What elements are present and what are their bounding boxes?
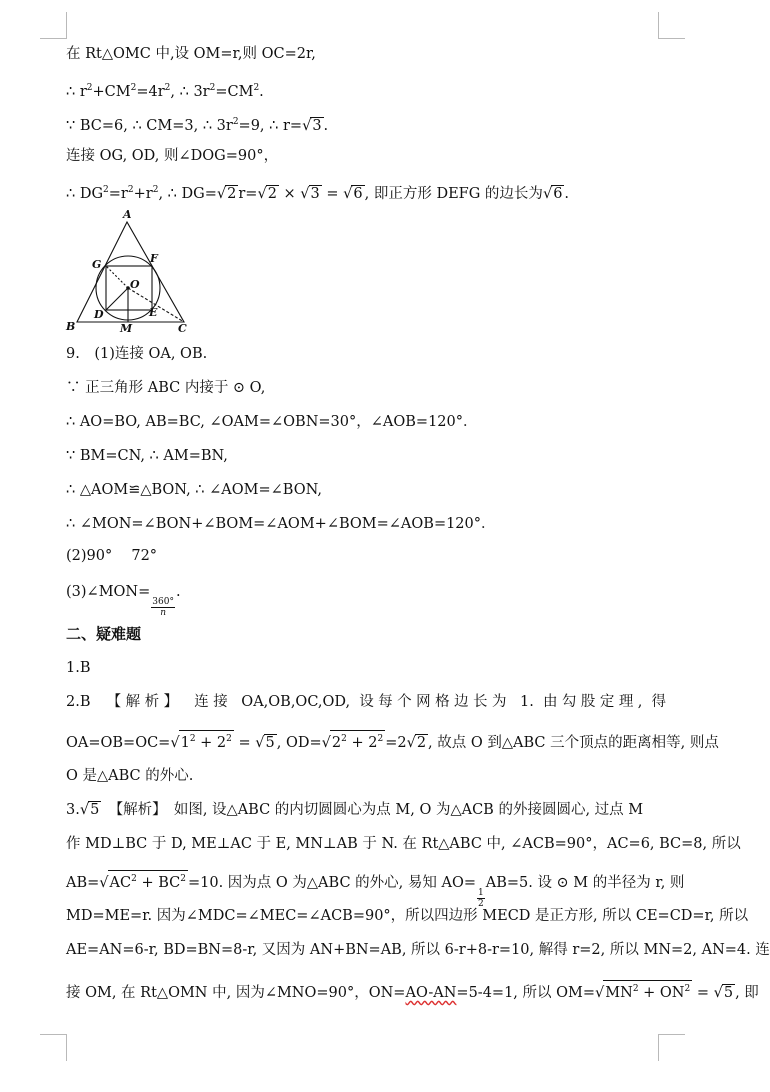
answer-line: 1.B [66,660,91,676]
answer-line: $OA=OB=OC=√1^2 + 2^2 = √5$ , $OD=√2^2 + 2^2 =2√2$ , 故点 O 到△ABC 三个顶点的距离相等, 则点 [66,730,666,753]
sqrt-expression: 5 [265,735,275,751]
answer-line: AE=AN=6-r, BD=BN=8-r, 又因为 AN+BN=AB, 所以 6-r+8-r=10, 解得 r=2, 所以 MN=2, AN=4. 连 [66,942,770,958]
geometry-figure [64,208,194,334]
sqrt-expression: $AC^2 + BC^2$ [108,870,188,891]
sqrt-expression: $1^2 + 2^2$ [179,730,234,751]
solution-line: ∴ $r^2+CM^2=4r^2$, ∴ $3r^2=CM^2$. [66,83,264,100]
solution-line: ∵ BM=CN, ∴ AM=BN, [66,448,228,464]
label-a: A [123,208,132,221]
sqrt-expression: 2 [416,735,427,751]
label-e: E [149,306,158,319]
page-corner-mark [658,12,685,39]
page-corner-mark [658,1034,685,1061]
sqrt-expression: 6 [553,186,563,202]
solution-line: ∴ $DG^2=r^2+r^2$, ∴ DG=√2 r=√2 × √3 = √6 , 即正方形 DEFG 的边长为√6 . [66,185,570,202]
label-o: O [130,278,140,291]
segment-og [106,266,128,288]
label-m: M [120,322,133,335]
sqrt-expression: $MN^2 + ON^2$ [603,980,692,1001]
solution-line: (3)∠MON= $\frac{360^\circ}{n}$ . [66,584,181,618]
answer-line: 2.B 【解析】 连接 OA,OB,OC,OD, 设每个网格边长为 1. 由勾股定理, 得 [66,694,666,710]
fraction: $\frac{1}{2}$ [477,888,484,909]
sqrt-expression: 3 [310,186,320,202]
solution-line: ∵ BC=6, ∴ CM=3, ∴ $3r^2=9$, ∴ r=√3 . [66,117,329,134]
label-g: G [92,258,102,271]
solution-line: (2)90° 72° [66,548,158,564]
triangle-abc [77,222,184,322]
sqrt-expression: 5 [723,985,734,1001]
solution-line: ∴ ∠MON=∠BON+∠BOM=∠AOM+∠BOM=∠AOB=120°． [66,516,496,532]
label-b: B [66,320,76,333]
sqrt-expression: $2^2 + 2^2$ [330,730,385,751]
fraction: $\frac{360^\circ}{n}$ [152,597,174,618]
answer-line: O 是△ABC 的外心. [66,768,194,784]
label-f: F [150,252,158,265]
answer-line: MD=ME=r. 因为∠MDC=∠MEC=∠ACB=90°，所以四边形 MECD 是正方形, 所以 CE=CD=r, 所以 [66,908,749,924]
solution-line: 在 Rt△OMC 中,设 OM=r,则 OC=2r, [66,46,316,62]
label-c: C [178,322,187,335]
solution-line: 连接 OG, OD, 则∠DOG=90°， [66,148,279,164]
sqrt-expression: 5 [90,802,100,818]
solution-line: ∵ 正三角形 ABC 内接于 ⊙ O, [66,380,266,396]
solution-line: 9. (1)连接 OA, OB. [66,346,208,362]
answer-line: 作 MD⊥BC 于 D, ME⊥AC 于 E, MN⊥AB 于 N. 在 Rt△ABC 中, ∠ACB=90°，AC=6, BC=8, 所以 [66,836,741,852]
wavy-underlined-text: AO-AN [405,985,457,1001]
page-corner-mark [40,12,67,39]
label-d: D [94,308,104,321]
solution-line: ∴ △AOM≌△BON, ∴ ∠AOM=∠BON, [66,482,322,498]
sqrt-expression: 2 [227,186,237,202]
page-corner-mark [40,1034,67,1061]
section-heading: 二、疑难题 [66,625,142,643]
answer-line: $AB=√AC^2 + BC^2 =10$. 因为点 O 为△ABC 的外心, 易知 AO= $\frac{1}{2}$ AB=5. 设 ⊙ M 的半径为 r, 则 [66,870,666,909]
sqrt-expression: 6 [353,186,363,202]
sqrt-expression: 3 [312,118,322,134]
answer-line: 3.√5 【解析】 如图, 设△ABC 的内切圆圆心为点 M, O 为△ACB 的外接圆圆心, 过点 M [66,802,644,818]
solution-line: ∴ AO=BO, AB=BC, ∠OAM=∠OBN=30°，∠AOB=120°． [66,414,478,430]
sqrt-expression: 2 [267,186,277,202]
segment-od [106,288,128,310]
answer-line: 接 OM, 在 Rt△OMN 中, 因为∠MNO=90°，ON=AO-AN=5-4=1, 所以 $OM=√MN^2 + ON^2 = √5$ , 即 [66,980,666,1003]
